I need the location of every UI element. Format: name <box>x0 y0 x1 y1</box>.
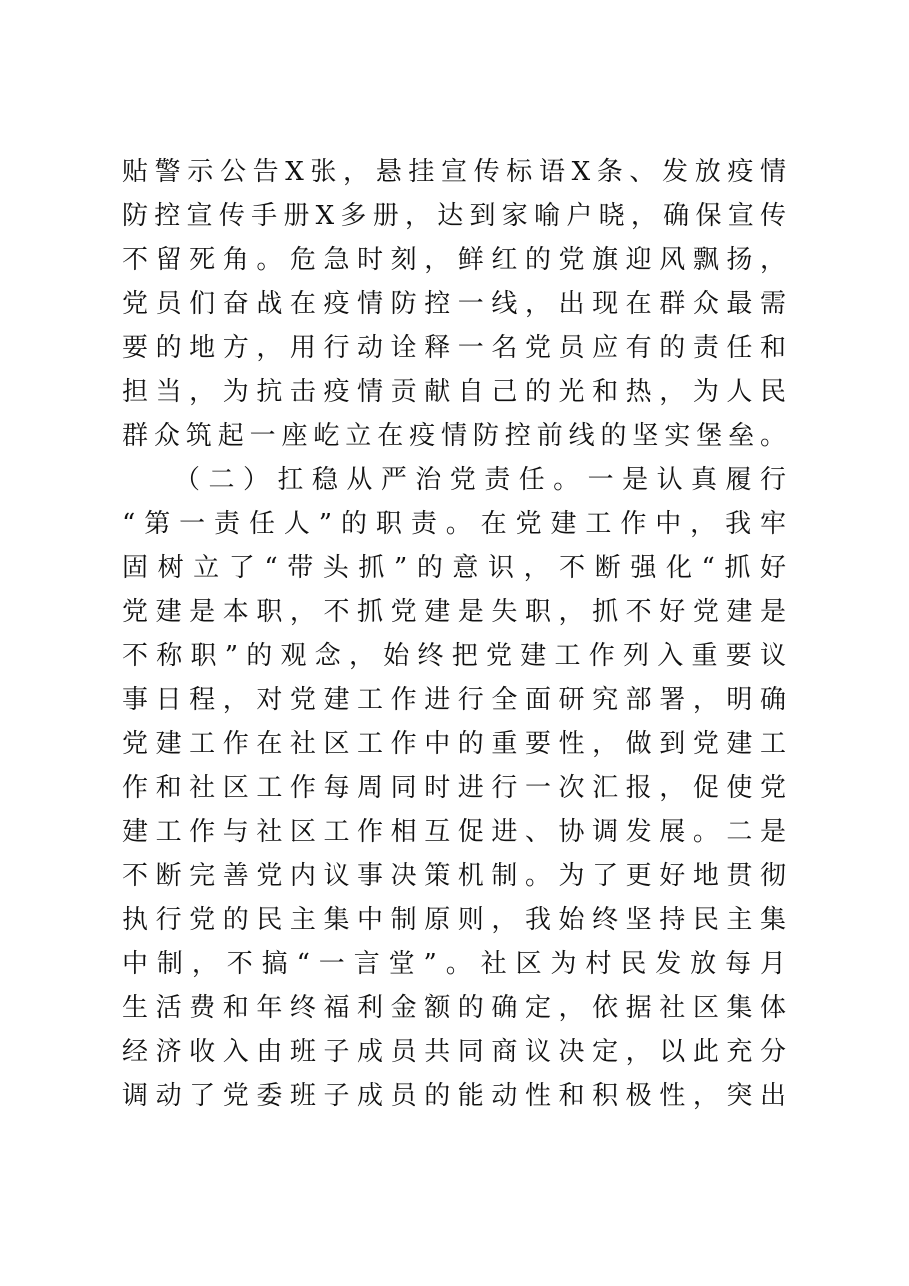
text-line: 中制，不搞“一言堂”。社区为村民发放每月 <box>122 949 788 979</box>
text-line: 生活费和年终福利金额的确定，依据社区集体 <box>122 993 788 1023</box>
text-line: 担当，为抗击疫情贡献自己的光和热，为人民 <box>122 377 788 407</box>
text-line: 不断完善党内议事决策机制。为了更好地贯彻 <box>122 861 788 891</box>
text-line: 党员们奋战在疫情防控一线，出现在群众最需 <box>122 289 788 319</box>
body-text <box>122 150 788 1118</box>
text-line: 党建是本职，不抓党建是失职，抓不好党建是 <box>122 597 788 627</box>
text-line: 要的地方，用行动诠释一名党员应有的责任和 <box>122 333 788 363</box>
text-line: 建工作与社区工作相互促进、协调发展。二是 <box>122 817 788 847</box>
text-line: 防控宣传手册X多册，达到家喻户晓，确保宣传 <box>122 201 788 231</box>
text-line: “第一责任人”的职责。在党建工作中，我牢 <box>122 509 788 539</box>
text-line: 调动了党委班子成员的能动性和积极性，突出 <box>122 1081 788 1111</box>
text-line: 不留死角。危急时刻，鲜红的党旗迎风飘扬， <box>122 245 788 275</box>
text-line: 经济收入由班子成员共同商议决定，以此充分 <box>122 1037 788 1067</box>
text-line: 作和社区工作每周同时进行一次汇报，促使党 <box>122 773 788 803</box>
text-line: 固树立了“带头抓”的意识，不断强化“抓好 <box>122 553 788 583</box>
text-line: 事日程，对党建工作进行全面研究部署，明确 <box>122 685 788 715</box>
text-line: 群众筑起一座屹立在疫情防控前线的坚实堡垒。 <box>122 421 788 451</box>
text-line: 贴警示公告X张，悬挂宣传标语X条、发放疫情 <box>122 157 788 187</box>
text-line: 执行党的民主集中制原则，我始终坚持民主集 <box>122 905 788 935</box>
text-line: 党建工作在社区工作中的重要性，做到党建工 <box>122 729 788 759</box>
text-line: 不称职”的观念，始终把党建工作列入重要议 <box>122 641 788 671</box>
paragraph-heading-line: （二）扛稳从严治党责任。一是认真履行 <box>174 465 788 495</box>
